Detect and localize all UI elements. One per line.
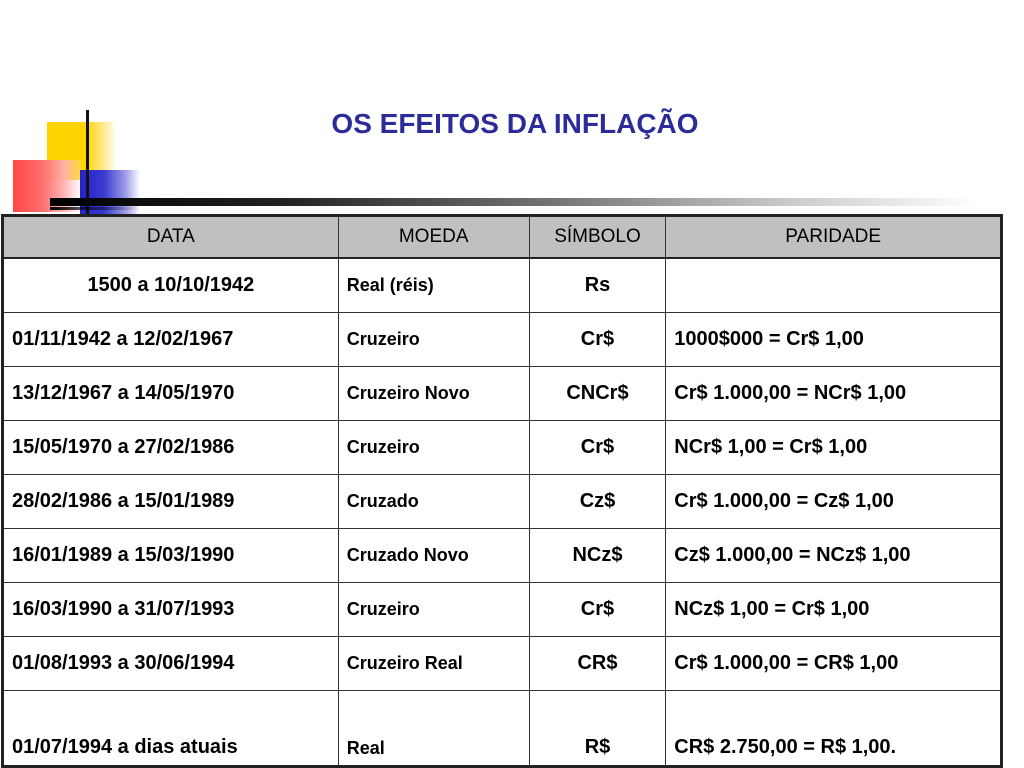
cell-moeda: Cruzado bbox=[338, 475, 529, 529]
cell-simbolo: Cz$ bbox=[529, 475, 666, 529]
cell-paridade: Cr$ 1.000,00 = CR$ 1,00 bbox=[666, 637, 1002, 691]
decorative-horizontal-rule bbox=[50, 198, 980, 206]
cell-moeda: Cruzeiro bbox=[338, 313, 529, 367]
cell-simbolo: Cr$ bbox=[529, 313, 666, 367]
cell-paridade: Cr$ 1.000,00 = NCr$ 1,00 bbox=[666, 367, 1002, 421]
table-row bbox=[3, 475, 1002, 529]
table-row bbox=[3, 583, 1002, 637]
cell-data: 01/11/1942 a 12/02/1967 bbox=[3, 313, 339, 367]
cell-data: 16/03/1990 a 31/07/1993 bbox=[3, 583, 339, 637]
cell-paridade: NCz$ 1,00 = Cr$ 1,00 bbox=[666, 583, 1002, 637]
cell-simbolo: R$ bbox=[529, 691, 666, 767]
table-row bbox=[3, 258, 1002, 313]
cell-moeda: Cruzeiro Real bbox=[338, 637, 529, 691]
cell-data: 01/07/1994 a dias atuais bbox=[3, 691, 339, 767]
cell-moeda: Cruzeiro bbox=[338, 421, 529, 475]
table-row bbox=[3, 367, 1002, 421]
table-row bbox=[3, 691, 1002, 767]
cell-simbolo: Cr$ bbox=[529, 421, 666, 475]
cell-moeda: Cruzado Novo bbox=[338, 529, 529, 583]
cell-paridade bbox=[666, 258, 1002, 313]
table-row bbox=[3, 421, 1002, 475]
table-row bbox=[3, 313, 1002, 367]
cell-paridade: Cr$ 1.000,00 = Cz$ 1,00 bbox=[666, 475, 1002, 529]
header-moeda: MOEDA bbox=[338, 216, 529, 259]
cell-data: 1500 a 10/10/1942 bbox=[3, 258, 339, 313]
cell-data: 16/01/1989 a 15/03/1990 bbox=[3, 529, 339, 583]
cell-simbolo: NCz$ bbox=[529, 529, 666, 583]
table-header-row bbox=[3, 216, 1002, 259]
cell-simbolo: CNCr$ bbox=[529, 367, 666, 421]
cell-paridade: Cz$ 1.000,00 = NCz$ 1,00 bbox=[666, 529, 1002, 583]
currency-table bbox=[1, 214, 1003, 768]
cell-moeda: Real bbox=[338, 691, 529, 767]
cell-simbolo: CR$ bbox=[529, 637, 666, 691]
cell-data: 28/02/1986 a 15/01/1989 bbox=[3, 475, 339, 529]
cell-moeda: Cruzeiro Novo bbox=[338, 367, 529, 421]
cell-paridade: CR$ 2.750,00 = R$ 1,00. bbox=[666, 691, 1002, 767]
cell-moeda: Real (réis) bbox=[338, 258, 529, 313]
cell-paridade: 1000$000 = Cr$ 1,00 bbox=[666, 313, 1002, 367]
cell-data: 15/05/1970 a 27/02/1986 bbox=[3, 421, 339, 475]
header-paridade: PARIDADE bbox=[666, 216, 1002, 259]
cell-paridade: NCr$ 1,00 = Cr$ 1,00 bbox=[666, 421, 1002, 475]
cell-moeda: Cruzeiro bbox=[338, 583, 529, 637]
cell-simbolo: Rs bbox=[529, 258, 666, 313]
header-simbolo: SÍMBOLO bbox=[529, 216, 666, 259]
header-data: DATA bbox=[3, 216, 339, 259]
slide-title: OS EFEITOS DA INFLAÇÃO bbox=[331, 108, 699, 139]
decorative-horizontal-rule-accent bbox=[50, 207, 140, 210]
table-row bbox=[3, 529, 1002, 583]
cell-simbolo: Cr$ bbox=[529, 583, 666, 637]
cell-data: 13/12/1967 a 14/05/1970 bbox=[3, 367, 339, 421]
table-row bbox=[3, 637, 1002, 691]
cell-data: 01/08/1993 a 30/06/1994 bbox=[3, 637, 339, 691]
